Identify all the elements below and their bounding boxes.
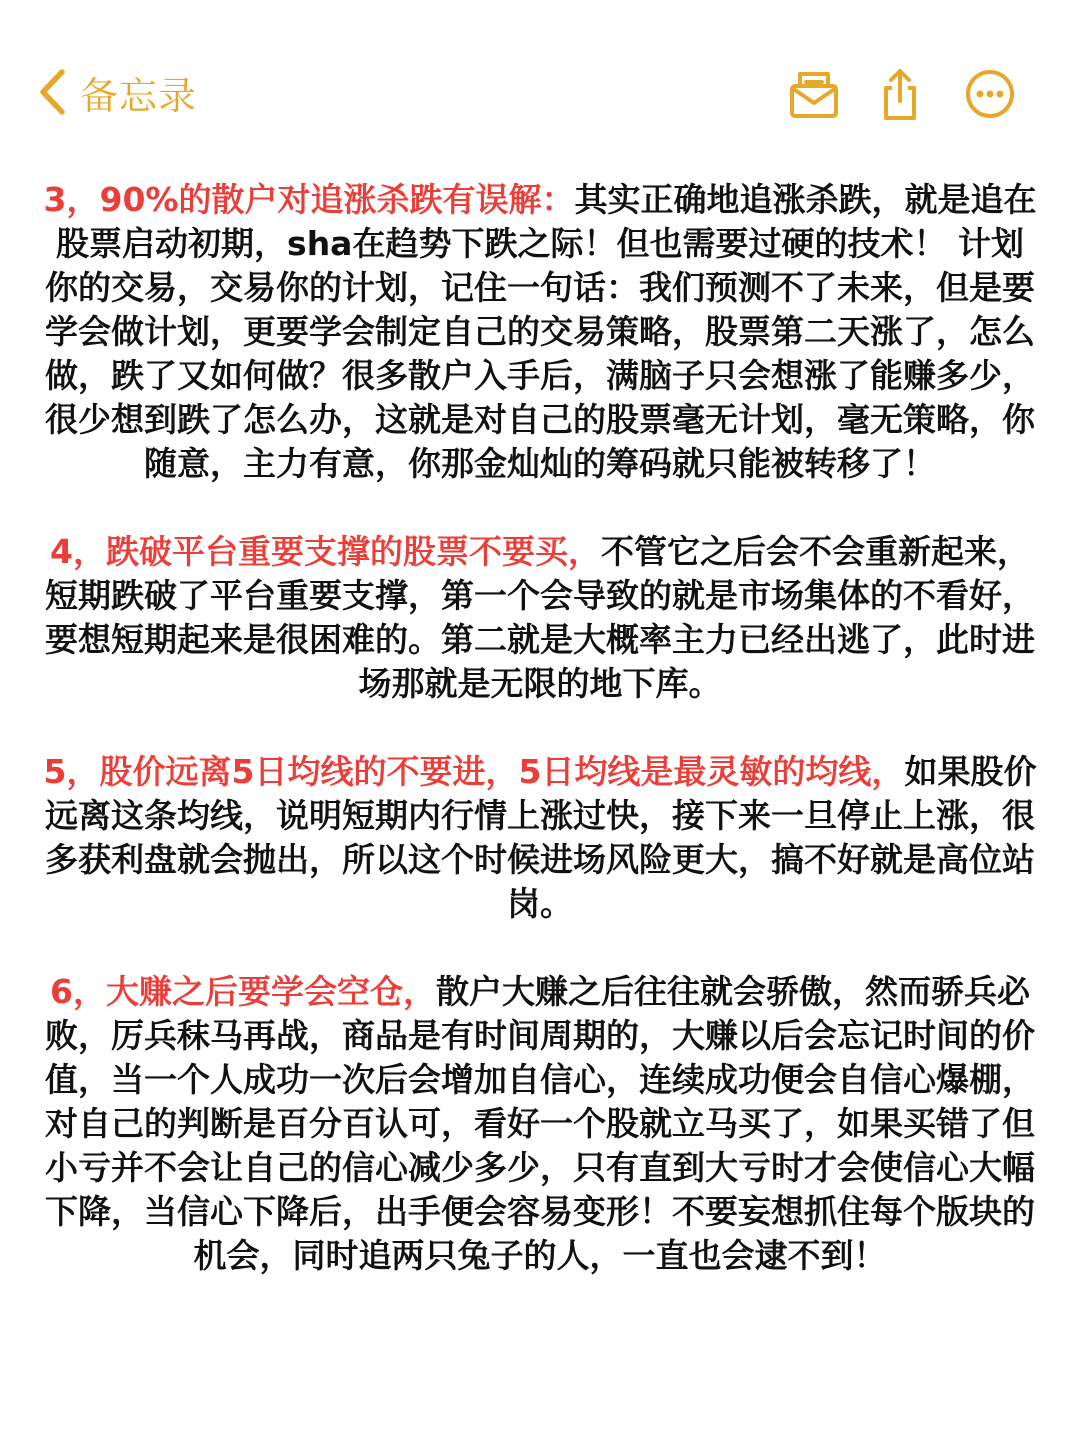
note-paragraph-6 — [40, 970, 1040, 1278]
paragraph-heading: 5，股价远离5日均线的不要进，5日均线是最灵敏的均线， — [43, 752, 905, 791]
paragraph-text: 其实正确地追涨杀跌，就是追在股票启动初期，sha在趋势下跌之际！但也需要过硬的技术！ 计划你的交易，交易你的计划，记住一句话：我们预测不了未来，但是要学会做计划，更要学会制定自己的交易策略，股票第二天涨了，怎么做，跌了又如何做？很多散户入手后，满脑子只会想涨了能赚多少，很少想到跌了怎么办，这就是对自己的股票毫无计划，毫无策略，你随意，主力有意，你那金灿灿的筹码就只能被转移了！ — [45, 180, 1037, 483]
back-label: 备忘录 — [80, 73, 198, 118]
paragraph-text: 如果股价远离这条均线，说明短期内行情上涨过快，接下来一旦停止上涨，很多获利盘就会抛出，所以这个时候进场风险更大，搞不好就是高位站岗。 — [45, 752, 1037, 923]
mail-icon[interactable] — [786, 66, 842, 122]
nav-bar — [0, 52, 1080, 132]
note-body[interactable] — [40, 178, 1040, 1322]
share-icon[interactable] — [872, 66, 928, 122]
back-chevron-icon — [38, 69, 66, 115]
paragraph-heading: 4，跌破平台重要支撑的股票不要买， — [50, 532, 601, 571]
back-button[interactable] — [38, 66, 197, 118]
paragraph-text: 散户大赚之后往往就会骄傲，然而骄兵必败，厉兵秣马再战，商品是有时间周期的，大赚以后会忘记时间的价值，当一个人成功一次后会增加自信心，连续成功便会自信心爆棚，对自己的判断是百分百认可，看好一个股就立马买了，如果买错了但小亏并不会让自己的信心减少多少，只有直到大亏时才会使信心大幅下降，当信心下降后，出手便会容易变形！不要妄想抓住每个版块的机会，同时追两只兔子的人，一直也会逮不到！ — [45, 972, 1035, 1275]
paragraph-heading: 6，大赚之后要学会空仓， — [50, 972, 436, 1011]
note-paragraph-5 — [40, 750, 1040, 926]
more-icon[interactable] — [962, 66, 1018, 122]
note-paragraph-4 — [40, 530, 1040, 706]
note-paragraph-3 — [40, 178, 1040, 486]
paragraph-text: 不管它之后会不会重新起来，短期跌破了平台重要支撑，第一个会导致的就是市场集体的不看好，要想短期起来是很困难的。第二就是大概率主力已经出逃了，此时进场那就是无限的地下库。 — [45, 532, 1035, 703]
paragraph-heading: 3，90%的散户对追涨杀跌有误解： — [43, 180, 575, 219]
